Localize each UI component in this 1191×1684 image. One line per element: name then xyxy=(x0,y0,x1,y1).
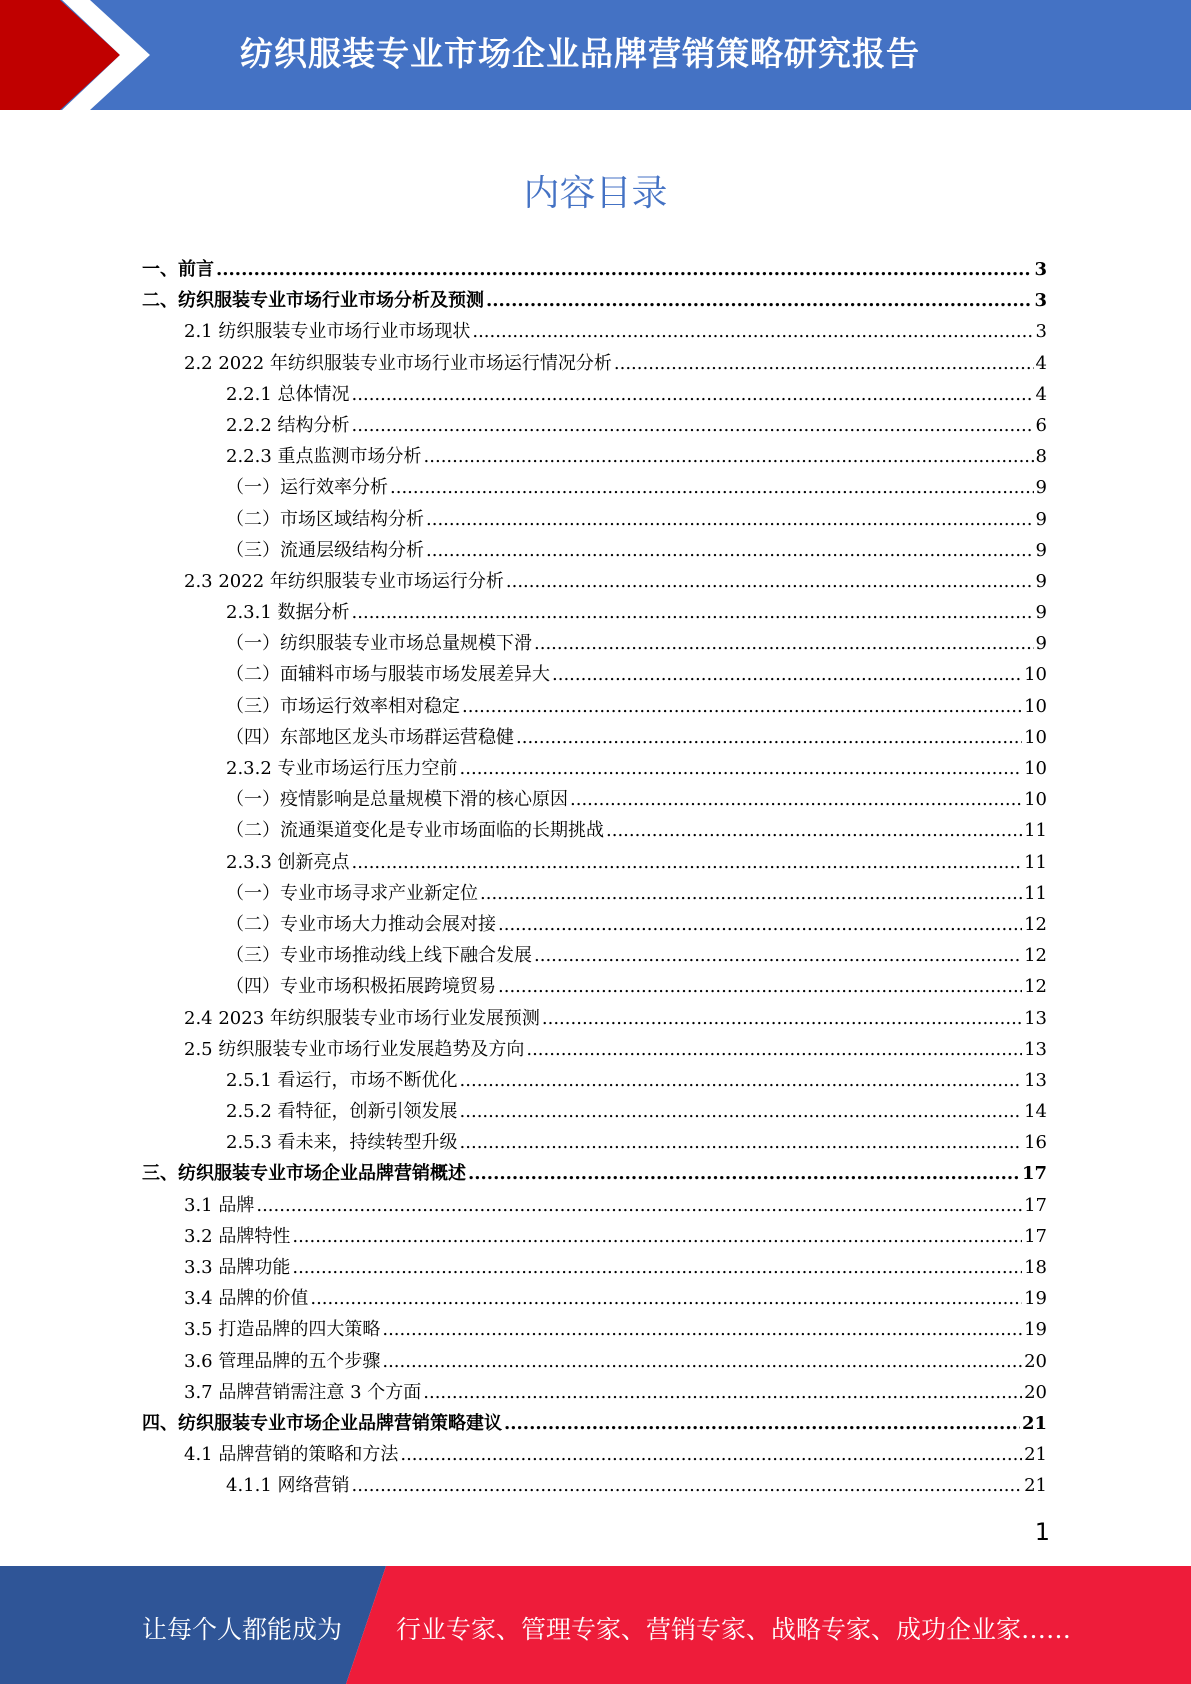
toc-entry[interactable] xyxy=(142,1408,1047,1439)
toc-entry-page: 21 xyxy=(1021,1412,1047,1434)
toc-entry-page: 13 xyxy=(1024,1007,1047,1029)
toc-entry-page: 3 xyxy=(1034,259,1047,280)
page-number: 1 xyxy=(1034,1518,1050,1546)
toc-entry-page: 18 xyxy=(1024,1257,1047,1278)
toc-dot-leader xyxy=(486,285,1032,316)
toc-entry[interactable] xyxy=(142,878,1047,909)
toc-entry[interactable] xyxy=(142,1439,1047,1470)
toc-entry-label: （三）流通层级结构分析 xyxy=(226,539,424,561)
toc-entry-page: 9 xyxy=(1035,602,1047,624)
toc-entry-label: （二）流通渠道变化是专业市场面临的长期挑战 xyxy=(226,820,604,842)
toc-dot-leader xyxy=(460,1127,1023,1158)
toc-dot-leader xyxy=(552,659,1022,690)
toc-entry-page: 4 xyxy=(1035,352,1047,374)
toc-entry[interactable] xyxy=(142,847,1047,878)
toc-entry[interactable] xyxy=(142,722,1047,753)
toc-entry-page: 16 xyxy=(1024,1132,1047,1154)
toc-entry-label: 4.1.1 网络营销 xyxy=(226,1475,350,1497)
footer-slogan-right: 行业专家、管理专家、营销专家、战略专家、成功企业家…… xyxy=(396,1615,1072,1644)
toc-entry-label: （二）专业市场大力推动会展对接 xyxy=(226,913,496,935)
toc-entry[interactable] xyxy=(142,254,1047,285)
toc-dot-leader xyxy=(216,254,1032,285)
toc-dot-leader xyxy=(256,1190,1022,1221)
toc-entry[interactable] xyxy=(142,1158,1047,1189)
toc-entry[interactable] xyxy=(142,815,1047,846)
toc-entry[interactable] xyxy=(142,940,1047,971)
toc-dot-leader xyxy=(472,316,1033,347)
toc-entry-label: 2.3.3 创新亮点 xyxy=(226,851,350,873)
toc-entry-label: （四）东部地区龙头市场群运营稳健 xyxy=(226,726,514,748)
toc-entry[interactable] xyxy=(142,1127,1047,1158)
toc-entry-label: 三、纺织服装专业市场企业品牌营销概述 xyxy=(142,1163,466,1185)
toc-dot-leader xyxy=(570,784,1022,815)
toc-entry[interactable] xyxy=(142,1096,1047,1127)
toc-dot-leader xyxy=(468,1158,1020,1189)
toc-entry[interactable] xyxy=(142,1346,1047,1377)
toc-dot-leader xyxy=(504,1408,1020,1439)
toc-entry-page: 10 xyxy=(1024,695,1047,717)
toc-entry-label: （二）市场区域结构分析 xyxy=(226,508,424,530)
toc-dot-leader xyxy=(352,410,1034,441)
toc-dot-leader xyxy=(542,1003,1022,1034)
toc-entry-page: 12 xyxy=(1024,913,1047,935)
toc-dot-leader xyxy=(426,535,1034,566)
toc-dot-leader xyxy=(460,1065,1023,1096)
toc-dot-leader xyxy=(400,1439,1022,1470)
toc-entry-page: 17 xyxy=(1021,1163,1047,1185)
toc-entry-page: 10 xyxy=(1024,789,1047,811)
toc-dot-leader xyxy=(498,971,1022,1002)
toc-entry[interactable] xyxy=(142,1283,1047,1314)
toc-dot-leader xyxy=(292,1221,1022,1252)
toc-entry-label: （一）疫情影响是总量规模下滑的核心原因 xyxy=(226,789,568,811)
toc-entry-page: 9 xyxy=(1035,570,1047,592)
toc-dot-leader xyxy=(534,628,1034,659)
toc-entry[interactable] xyxy=(142,1034,1047,1065)
toc-entry-label: （一）运行效率分析 xyxy=(226,477,388,499)
toc-dot-leader xyxy=(460,1096,1023,1127)
toc-entry-page: 10 xyxy=(1024,726,1047,748)
toc-entry[interactable] xyxy=(142,1065,1047,1096)
toc-entry[interactable] xyxy=(142,410,1047,441)
toc-entry-page: 14 xyxy=(1024,1101,1047,1123)
toc-entry-label: 2.3.1 数据分析 xyxy=(226,602,350,624)
toc-title: 内容目录 xyxy=(523,173,668,214)
toc-entry-label: 四、纺织服装专业市场企业品牌营销策略建议 xyxy=(142,1412,502,1434)
toc-entry[interactable] xyxy=(142,348,1047,379)
toc-entry[interactable] xyxy=(142,1377,1047,1408)
toc-entry[interactable] xyxy=(142,316,1047,347)
toc-entry-page: 20 xyxy=(1024,1381,1047,1403)
header-title: 纺织服装专业市场企业品牌营销策略研究报告 xyxy=(240,34,920,73)
toc-entry[interactable] xyxy=(142,753,1047,784)
toc-entry-label: 2.4 2023 年纺织服装专业市场行业发展预测 xyxy=(184,1007,540,1029)
toc-entry-label: 2.2.3 重点监测市场分析 xyxy=(226,446,422,468)
toc-entry-page: 9 xyxy=(1035,539,1047,561)
toc-entry-page: 19 xyxy=(1024,1319,1047,1341)
toc-dot-leader xyxy=(506,566,1034,597)
toc-entry-page: 9 xyxy=(1035,633,1047,655)
toc-entry[interactable] xyxy=(142,909,1047,940)
toc-entry[interactable] xyxy=(142,379,1047,410)
toc-entry-label: 2.3 2022 年纺织服装专业市场运行分析 xyxy=(184,570,504,592)
toc-entry-label: 二、纺织服装专业市场行业市场分析及预测 xyxy=(142,290,484,312)
header-banner xyxy=(0,0,1191,110)
toc-entry[interactable] xyxy=(142,659,1047,690)
toc-dot-leader xyxy=(382,1346,1022,1377)
toc-entry-page: 20 xyxy=(1024,1350,1047,1372)
toc-entry-page: 10 xyxy=(1024,664,1047,686)
toc-entry-label: 3.7 品牌营销需注意 3 个方面 xyxy=(184,1381,422,1403)
toc-entry[interactable] xyxy=(142,1252,1047,1283)
toc-dot-leader xyxy=(352,847,1023,878)
toc-entry[interactable] xyxy=(142,784,1047,815)
toc-entry[interactable] xyxy=(142,504,1047,535)
toc-entry[interactable] xyxy=(142,597,1047,628)
toc-entry-label: 2.5 纺织服装专业市场行业发展趋势及方向 xyxy=(184,1038,525,1060)
toc-entry[interactable] xyxy=(142,472,1047,503)
toc-entry-label: 2.2 2022 年纺织服装专业市场行业市场运行情况分析 xyxy=(184,352,612,374)
footer-slogan-left: 让每个人都能成为 xyxy=(142,1615,343,1644)
toc-entry[interactable] xyxy=(142,1221,1047,1252)
toc-entry-label: 2.5.1 看运行，市场不断优化 xyxy=(226,1069,458,1091)
toc-entry[interactable] xyxy=(142,1190,1047,1221)
toc-entry[interactable] xyxy=(142,628,1047,659)
toc-entry-label: 3.6 管理品牌的五个步骤 xyxy=(184,1350,381,1372)
toc-entry-page: 8 xyxy=(1035,446,1047,468)
toc-entry-page: 3 xyxy=(1034,290,1047,312)
toc-entry[interactable] xyxy=(142,1003,1047,1034)
toc-entry-label: 3.5 打造品牌的四大策略 xyxy=(184,1319,381,1341)
toc-entry-page: 12 xyxy=(1024,976,1047,998)
toc-entry-page: 11 xyxy=(1024,820,1047,842)
toc-entry-page: 4 xyxy=(1035,383,1047,405)
toc-dot-leader xyxy=(382,1314,1022,1345)
toc-entry-page: 10 xyxy=(1024,758,1047,779)
toc-entry[interactable] xyxy=(142,971,1047,1002)
toc-entry-label: 3.1 品牌 xyxy=(184,1194,255,1216)
toc-entry-page: 12 xyxy=(1024,945,1047,967)
toc-entry-label: （四）专业市场积极拓展跨境贸易 xyxy=(226,976,496,998)
toc-entry-label: 4.1 品牌营销的策略和方法 xyxy=(184,1444,399,1466)
toc-entry[interactable] xyxy=(142,285,1047,316)
toc-dot-leader xyxy=(352,379,1034,410)
toc-entry-page: 6 xyxy=(1035,414,1047,436)
toc-dot-leader xyxy=(516,722,1022,753)
toc-entry-page: 13 xyxy=(1024,1038,1047,1060)
toc-dot-leader xyxy=(426,504,1034,535)
toc-dot-leader xyxy=(352,597,1034,628)
footer-banner xyxy=(0,1566,1191,1684)
toc-dot-leader xyxy=(352,1470,1023,1501)
toc-entry[interactable] xyxy=(142,691,1047,722)
table-of-contents xyxy=(142,254,1047,1502)
toc-entry-label: 2.2.1 总体情况 xyxy=(226,383,350,405)
toc-entry-page: 3 xyxy=(1035,321,1047,343)
toc-entry[interactable] xyxy=(142,1314,1047,1345)
toc-entry[interactable] xyxy=(142,535,1047,566)
toc-entry-label: （一）专业市场寻求产业新定位 xyxy=(226,882,478,904)
toc-dot-leader xyxy=(614,348,1034,379)
toc-entry-page: 21 xyxy=(1024,1444,1047,1466)
toc-dot-leader xyxy=(424,441,1034,472)
toc-entry-label: 3.2 品牌特性 xyxy=(184,1225,291,1247)
toc-entry-label: 3.3 品牌功能 xyxy=(184,1257,291,1278)
toc-entry-label: 2.2.2 结构分析 xyxy=(226,414,350,436)
toc-entry-page: 9 xyxy=(1035,477,1047,499)
toc-dot-leader xyxy=(462,691,1022,722)
toc-dot-leader xyxy=(606,815,1022,846)
toc-entry-label: 3.4 品牌的价值 xyxy=(184,1288,309,1310)
toc-entry-label: 2.3.2 专业市场运行压力空前 xyxy=(226,758,458,779)
toc-entry-label: 2.5.3 看未来，持续转型升级 xyxy=(226,1132,458,1154)
toc-dot-leader xyxy=(534,940,1022,971)
toc-entry-page: 19 xyxy=(1024,1288,1047,1310)
toc-entry-label: （二）面辅料市场与服装市场发展差异大 xyxy=(226,664,550,686)
toc-entry[interactable] xyxy=(142,1470,1047,1501)
toc-entry-page: 11 xyxy=(1024,851,1047,873)
toc-entry-page: 17 xyxy=(1024,1225,1047,1247)
toc-dot-leader xyxy=(390,472,1034,503)
toc-entry[interactable] xyxy=(142,441,1047,472)
toc-dot-leader xyxy=(460,753,1023,784)
toc-dot-leader xyxy=(526,1034,1022,1065)
toc-entry-label: （一）纺织服装专业市场总量规模下滑 xyxy=(226,633,532,655)
toc-entry-label: 2.1 纺织服装专业市场行业市场现状 xyxy=(184,321,471,343)
toc-entry-page: 13 xyxy=(1024,1069,1047,1091)
toc-dot-leader xyxy=(423,1377,1022,1408)
toc-entry-label: （三）市场运行效率相对稳定 xyxy=(226,695,460,717)
toc-dot-leader xyxy=(292,1252,1022,1283)
toc-dot-leader xyxy=(310,1283,1022,1314)
toc-dot-leader xyxy=(480,878,1022,909)
toc-entry-label: （三）专业市场推动线上线下融合发展 xyxy=(226,945,532,967)
toc-entry-page: 9 xyxy=(1035,508,1047,530)
toc-entry-label: 2.5.2 看特征，创新引领发展 xyxy=(226,1101,458,1123)
toc-entry-page: 21 xyxy=(1024,1475,1047,1497)
toc-dot-leader xyxy=(498,909,1022,940)
toc-entry-page: 17 xyxy=(1024,1194,1047,1216)
toc-entry-page: 11 xyxy=(1024,882,1047,904)
toc-entry-label: 一、前言 xyxy=(142,259,214,280)
toc-entry[interactable] xyxy=(142,566,1047,597)
